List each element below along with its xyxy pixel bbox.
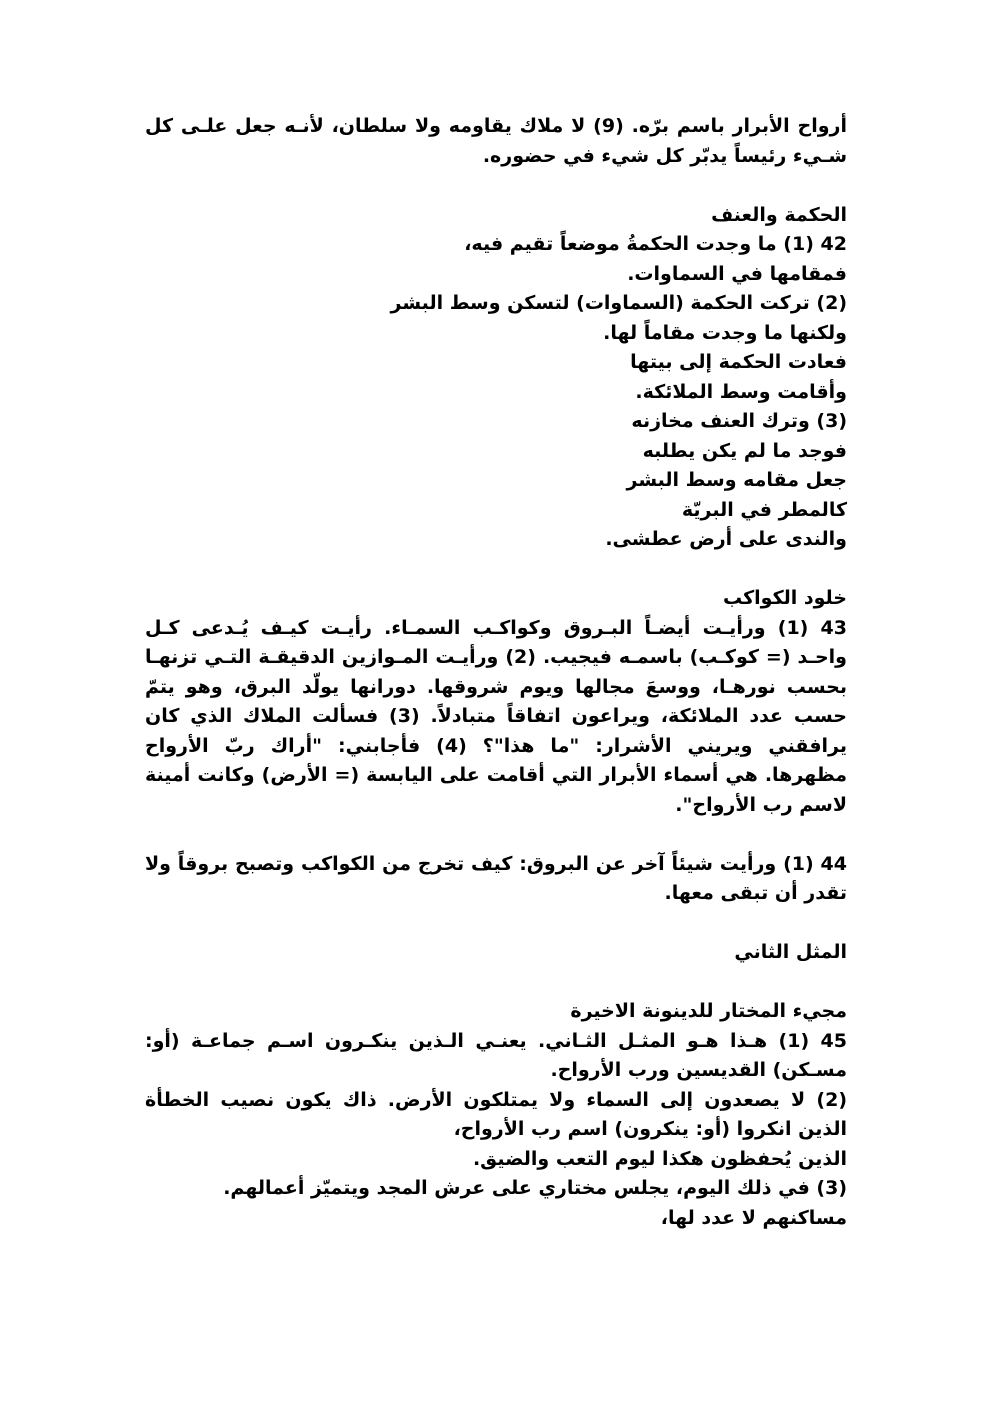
verse-line: فوجد ما لم يكن يطلبه — [642, 439, 847, 462]
section-heading-wisdom-violence: الحكمة والعنف — [711, 203, 847, 226]
paragraph-43: 43 (1) ورأيـت أيضـاً البـروق وكواكـب السمـاء. رأيـت كيـف يُـدعى كـل واحـد (= كوكـب) باسمـه فيجيب. (2) ورأيـت المـوازين الدقيقـة التـي تزنهـا بحسب نورهـا، ووسعَ مجالها ويوم شروقها. دورانها يولّد البرق، وهو يتمّ حسب عدد الملائكة، ويراعون اتفاقاً متبادلاً. (3) فسألت الملاك الذي كان يرافقني ويريني الأشرار: "ما هذا"؟ (4) فأجابني: "أراك ربّ الأرواح مظهرها. هي أسماء الأبرار التي أقامت على اليابسة (= الأرض) وكانت أمينة لاسم رب الأرواح". — [145, 616, 847, 816]
section-heading-stars-eternity: خلود الكواكب — [722, 587, 847, 609]
verse-line: فمقامها في السماوات. — [627, 262, 847, 285]
spacer — [145, 171, 847, 201]
spacer — [145, 968, 847, 998]
verse-line: (3) في ذلك اليوم، يجلس مختاري على عرش المجد ويتميّز أعمالهم. — [223, 1177, 847, 1199]
verse-42 — [145, 230, 847, 555]
section-heading-chosen-one: مجيء المختار للدينونة الاخيرة — [570, 1000, 847, 1022]
paragraph-continuation: أرواح الأبرار باسم برّه. (9) لا ملاك يقاومه ولا سلطان، لأنـه جعل علـى كل شـيء رئيساً يدبّر كل شيء في حضوره. — [145, 115, 847, 167]
verse-line: كالمطر في البريّة — [681, 498, 847, 521]
verse-line: جعل مقامه وسط البشر — [626, 469, 847, 491]
spacer — [145, 909, 847, 939]
section-heading-second-parable: المثل الثاني — [734, 941, 847, 963]
verse-line: الذين يُحفظون هكذا ليوم التعب والضيق. — [472, 1147, 847, 1170]
verse-line: 42 (1) ما وجدت الحكمةُ موضعاً تقيم فيه، — [464, 233, 847, 255]
verse-45-3 — [145, 1145, 847, 1234]
document-page — [145, 112, 847, 1233]
paragraph-45-1: 45 (1) هـذا هـو المثـل الثـاني. يعنـي الـذين ينكـرون اسـم جماعـة (أو: مسـكن) القديسين ورب الأرواح. — [145, 1029, 847, 1081]
paragraph-45-2: (2) لا يصعدون إلى السماء ولا يمتلكون الأرض. ذاك يكون نصيب الخطأة الذين انكروا (أو: ينكرون) اسم رب الأرواح، — [145, 1088, 847, 1140]
verse-line: وأقامت وسط الملائكة. — [635, 380, 847, 403]
verse-line: مساكنهم لا عدد لها، — [660, 1206, 847, 1229]
spacer — [145, 820, 847, 850]
verse-line: فعادت الحكمة إلى بيتها — [630, 351, 847, 373]
verse-line: (3) وترك العنف مخازنه — [631, 410, 847, 432]
paragraph-44: 44 (1) ورأيت شيئاً آخر عن البروق: كيف تخرج من الكواكب وتصبح بروقاً ولا تقدر أن تبقى معها. — [145, 852, 847, 904]
verse-line: (2) تركت الحكمة (السماوات) لتسكن وسط البشر — [390, 292, 847, 314]
verse-line: والندى على أرض عطشى. — [605, 528, 847, 550]
spacer — [145, 555, 847, 585]
verse-line: ولكنها ما وجدت مقاماً لها. — [603, 321, 847, 344]
